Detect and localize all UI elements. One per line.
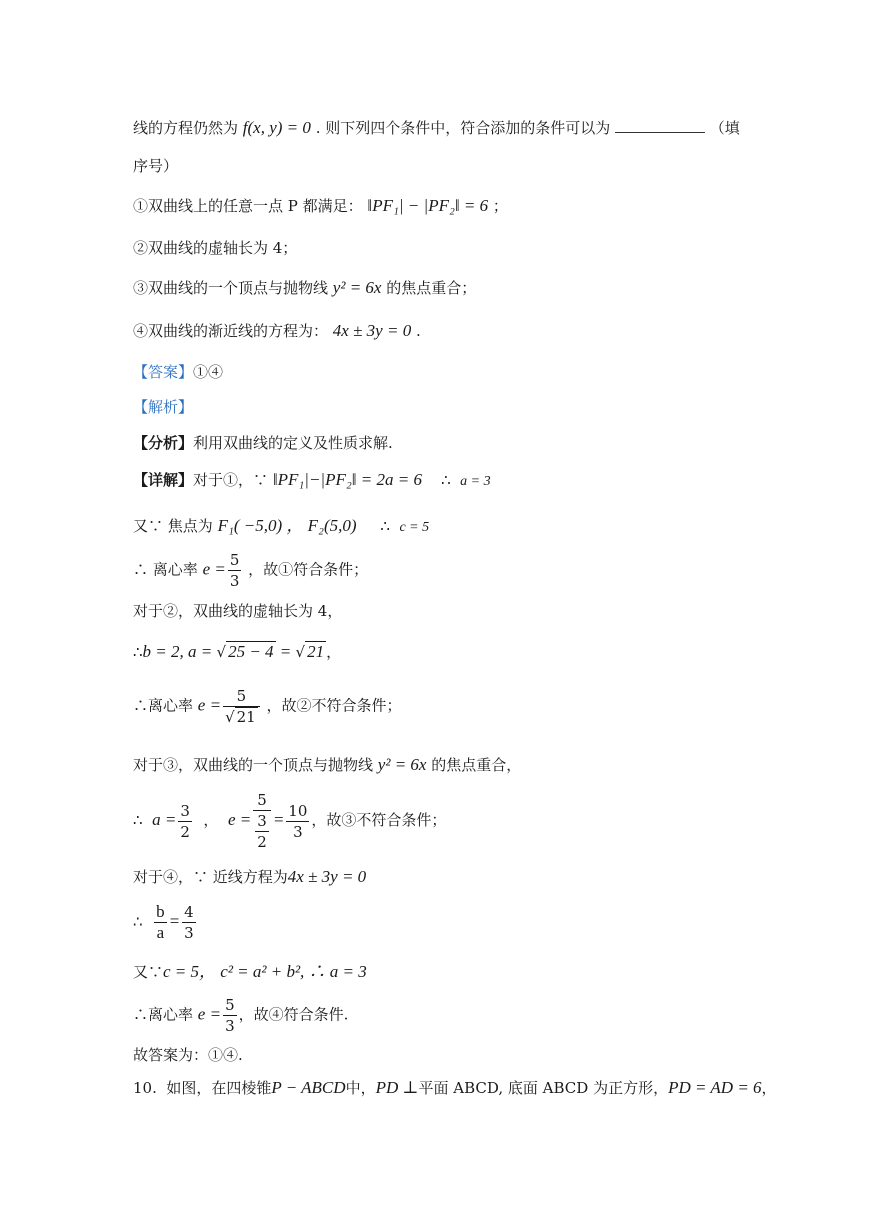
formula: ‖PF₁| − |PF₂‖ = 6: [367, 196, 489, 215]
sqrt-radicand: 25 − 4: [228, 642, 274, 661]
text: ∴ 离心率: [133, 560, 198, 579]
detail-line-3: [133, 550, 368, 591]
text: ，故③不符合条件；: [311, 811, 447, 829]
denominator: 2: [180, 822, 190, 841]
formula: a =: [152, 810, 177, 829]
answer-tag: 【答案】: [133, 363, 194, 381]
numerator: 5: [223, 686, 260, 707]
text: .: [415, 322, 421, 340]
text: ，: [761, 1079, 777, 1097]
detail-line-10: [133, 902, 198, 943]
final-answer-line: [133, 1044, 243, 1066]
answer-blank: [615, 118, 705, 133]
formula: 4x ± 3y = 0: [287, 867, 367, 886]
detail-tag: 【详解】: [133, 471, 194, 489]
fraction: [286, 801, 309, 842]
text: ，: [326, 643, 342, 661]
formula: e =: [197, 1004, 222, 1024]
text: 对于①，∵: [193, 471, 269, 489]
numerator: 10: [288, 801, 308, 820]
formula: y² = 6x: [332, 278, 382, 297]
answer-value: ①④: [193, 363, 224, 381]
complex-fraction: [253, 790, 271, 852]
formula: e =: [202, 559, 226, 579]
formula: y² = 6x: [377, 755, 427, 774]
formula: 4x ± 3y = 0: [332, 321, 412, 340]
detail-line-7: [133, 754, 521, 776]
text: ，故①符合条件；: [248, 560, 369, 579]
denominator: 3: [184, 924, 194, 942]
numerator: 5: [229, 551, 240, 569]
fraction: [223, 995, 237, 1036]
detail-line-1: [133, 469, 491, 493]
sqrt-radicand: 21: [236, 708, 256, 726]
text: ∴: [133, 912, 143, 931]
detail-line-4: [133, 600, 342, 622]
condition-4: [133, 320, 421, 342]
question-number: 10.: [133, 1079, 157, 1097]
analysis-summary-tag: 【分析】: [133, 434, 194, 452]
denominator: √ 21: [225, 708, 256, 726]
denominator: 2: [257, 833, 267, 851]
denominator: a: [156, 923, 165, 942]
fraction: [223, 686, 260, 727]
numerator: 3: [180, 801, 190, 820]
formula: f(x, y) = 0: [242, 118, 311, 137]
numerator: b: [156, 902, 165, 921]
detail-line-9: [133, 866, 366, 888]
fraction: [228, 550, 242, 591]
text: 对于③，双曲线的一个顶点与抛物线: [133, 756, 374, 774]
numerator: 5: [253, 790, 271, 811]
numerator: 5: [225, 996, 235, 1014]
formula: a = 3: [460, 474, 491, 489]
fraction: [178, 801, 192, 842]
text: ∴: [380, 517, 390, 535]
formula: F₁( −5,0) ， F₂(5,0): [217, 516, 357, 535]
condition-3: [133, 277, 476, 299]
inner-fraction: [255, 811, 269, 852]
numerator: 4: [184, 903, 194, 921]
text: 对于④，∵ 近线方程为: [133, 868, 288, 886]
sqrt-radicand: 21: [307, 642, 325, 661]
analysis-tag: 【解析】: [133, 398, 194, 416]
text: 对于②，双曲线的虚轴长为 4，: [133, 602, 343, 620]
formula: b = 2, a =: [142, 642, 217, 661]
detail-line-12: [133, 995, 348, 1036]
text: 中，: [345, 1079, 376, 1097]
question-10: [133, 1077, 777, 1099]
detail-line-2: [133, 515, 429, 539]
analysis-summary: [133, 432, 393, 454]
text: ∴离心率: [133, 1005, 194, 1024]
formula: e =: [227, 810, 252, 829]
condition-2: [133, 237, 297, 259]
detail-line-5: ∴b = 2, a = √ 25 − 4 = √ 21 ，: [133, 642, 342, 661]
text: ，故②不符合条件；: [266, 696, 402, 715]
text: ∴: [441, 471, 451, 489]
formula: PD ⊥: [375, 1078, 419, 1097]
formula: PD = AD = 6: [668, 1078, 762, 1097]
denominator: 3: [225, 1017, 235, 1035]
detail-line-6: [133, 686, 402, 727]
text: . 则下列四个条件中，符合添加的条件可以为: [315, 119, 611, 137]
text: 如图，在四棱锥: [166, 1079, 272, 1097]
formula: ‖PF₁|−|PF₂‖ = 2a = 6: [272, 470, 422, 489]
question-continuation: [133, 117, 740, 139]
fraction: [182, 902, 196, 943]
denominator: 3: [229, 572, 240, 590]
analysis-heading: [133, 396, 193, 418]
text: 的焦点重合；: [386, 279, 477, 297]
detail-line-8: [133, 790, 446, 852]
formula: e =: [197, 695, 222, 715]
formula: =: [168, 911, 181, 931]
condition-1: [133, 195, 508, 217]
text: ④双曲线的渐近线的方程为：: [133, 322, 329, 340]
text: 又∵ 焦点为: [133, 517, 213, 535]
text: ；: [492, 197, 508, 215]
text: ②双曲线的虚轴长为 4；: [133, 239, 298, 257]
text: ①双曲线上的任意一点 P 都满足：: [133, 197, 363, 215]
formula: c = 5， c² = a² + b², ∴ a = 3: [163, 962, 367, 981]
answer-line: [133, 361, 223, 383]
formula: c = 5: [399, 520, 430, 535]
text: （填: [709, 119, 740, 137]
text: ∴: [133, 811, 143, 829]
text: 利用双曲线的定义及性质求解.: [193, 434, 393, 452]
text: 又∵: [133, 963, 164, 981]
detail-line-11: [133, 961, 367, 983]
text: 序号）: [133, 157, 179, 175]
text: 平面 ABCD, 底面 ABCD 为正方形，: [418, 1079, 669, 1097]
formula: P − ABCD: [271, 1078, 346, 1097]
question-continuation-2: [133, 155, 178, 177]
text: ∴: [133, 643, 143, 661]
denominator: 3: [293, 822, 303, 841]
text: ，: [203, 811, 219, 829]
fraction: [154, 902, 167, 943]
text: 故答案为：①④.: [133, 1046, 243, 1064]
text: 线的方程仍然为: [133, 119, 239, 137]
text: ，故④符合条件.: [238, 1005, 349, 1024]
denominator: [253, 811, 271, 852]
formula: =: [275, 642, 296, 661]
formula: =: [272, 810, 285, 829]
numerator: 3: [257, 812, 267, 830]
text: 的焦点重合，: [431, 756, 522, 774]
text: ③双曲线的一个顶点与抛物线: [133, 279, 329, 297]
text: ∴离心率: [133, 696, 194, 715]
